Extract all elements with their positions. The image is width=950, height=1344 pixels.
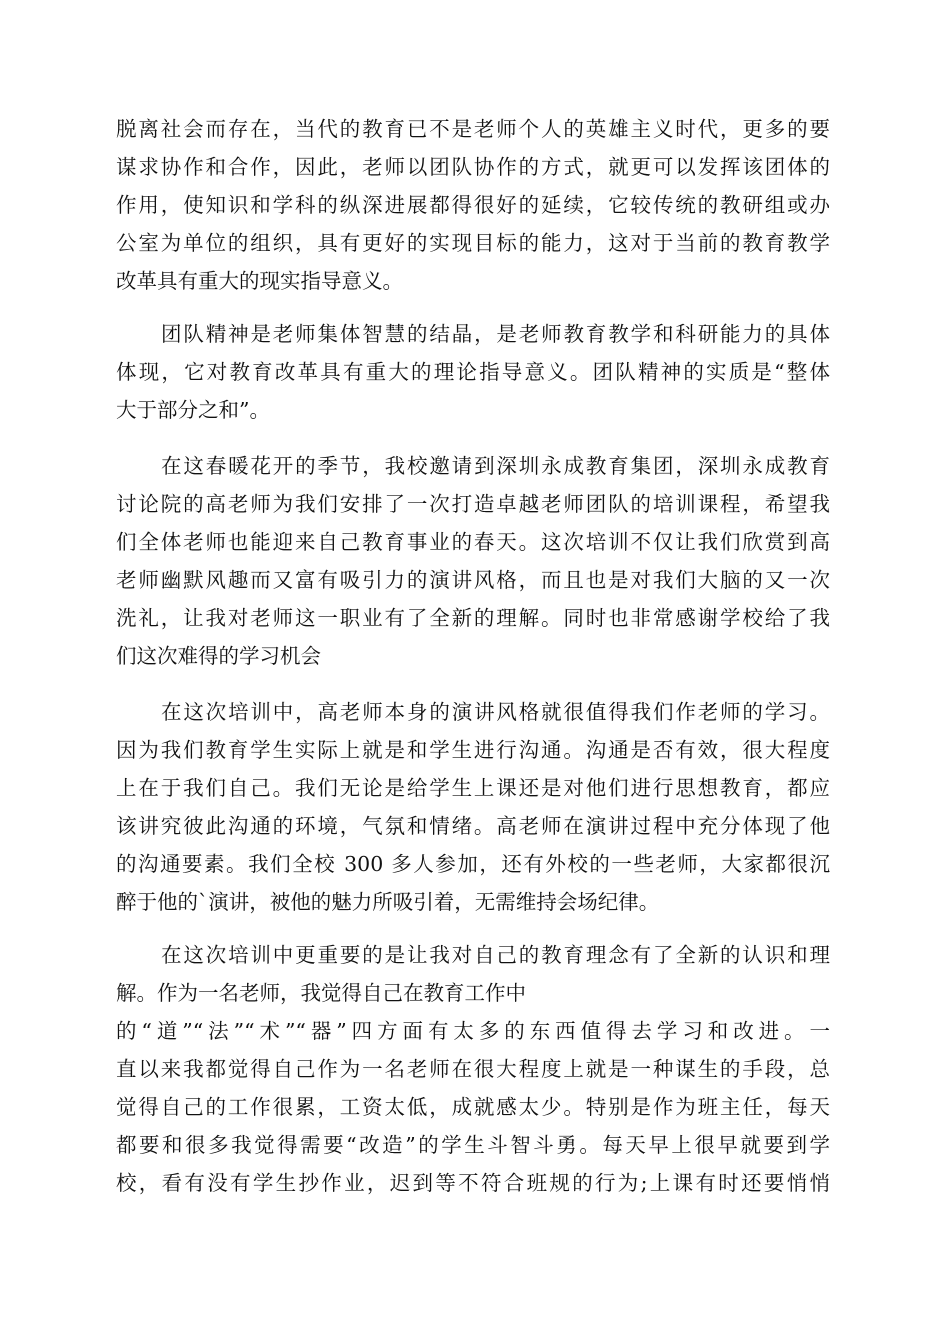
- paragraph-line: 醉于他的`演讲，被他的魅力所吸引着，无需维持会场纪律。: [116, 890, 660, 914]
- paragraph-line: 大于部分之和”。: [116, 398, 270, 422]
- paragraph-3: [116, 447, 830, 675]
- paragraph-line: 谋求协作和合作，因此，老师以团队协作的方式，就更可以发挥该团体的: [116, 155, 830, 179]
- paragraph-line: 该讲究彼此沟通的环境，气氛和情绪。高老师在演讲过程中充分体现了他: [116, 814, 830, 838]
- paragraph-line: 团队精神是老师集体智慧的结晶，是老师教育教学和科研能力的具体: [161, 322, 830, 346]
- paragraph-line: 上在于我们自己。我们无论是给学生上课还是对他们进行思想教育，都应: [116, 776, 830, 800]
- paragraph-1: [116, 110, 830, 300]
- paragraph-line: 洗礼，让我对老师这一职业有了全新的理解。同时也非常感谢学校给了我: [116, 606, 830, 630]
- paragraph-line: 都要和很多我觉得需要“改造”的学生斗智斗勇。每天早上很早就要到学: [116, 1133, 830, 1157]
- paragraph-line: 的“道”“法”“术”“器”四方面有太多的东西值得去学习和改进。一: [116, 1019, 830, 1043]
- paragraph-line: 直以来我都觉得自己作为一名老师在很大程度上就是一种谋生的手段，总: [116, 1057, 830, 1081]
- paragraph-line: 讨论院的高老师为我们安排了一次打造卓越老师团队的培训课程，希望我: [116, 492, 830, 516]
- paragraph-4: [116, 693, 830, 921]
- paragraph-line: 因为我们教育学生实际上就是和学生进行沟通。沟通是否有效，很大程度: [116, 738, 830, 762]
- paragraph-line: 的沟通要素。我们全校 300 多人参加，还有外校的一些老师，大家都很沉: [116, 852, 830, 876]
- paragraph-line: 解。作为一名老师，我觉得自己在教育工作中: [116, 981, 526, 1005]
- paragraph-line: 公室为单位的组织，具有更好的实现目标的能力，这对于当前的教育教学: [116, 231, 830, 255]
- paragraph-line: 在这春暖花开的季节，我校邀请到深圳永成教育集团，深圳永成教育: [161, 454, 830, 478]
- paragraph-line: 在这次培训中更重要的是让我对自己的教育理念有了全新的认识和理: [161, 943, 830, 967]
- paragraph-line: 觉得自己的工作很累，工资太低，成就感太少。特别是作为班主任，每天: [116, 1095, 830, 1119]
- paragraph-line: 校，看有没有学生抄作业，迟到等不符合班规的行为;上课有时还要悄悄: [116, 1171, 830, 1195]
- paragraph-line: 作用，使知识和学科的纵深进展都得很好的延续，它较传统的教研组或办: [116, 193, 830, 217]
- paragraph-line: 老师幽默风趣而又富有吸引力的演讲风格，而且也是对我们大脑的又一次: [116, 568, 830, 592]
- paragraph-line: 们这次难得的学习机会: [116, 644, 321, 668]
- paragraph-5: [116, 936, 830, 1202]
- paragraph-line: 脱离社会而存在，当代的教育已不是老师个人的英雄主义时代，更多的要: [116, 117, 830, 141]
- paragraph-line: 们全体老师也能迎来自己教育事业的春天。这次培训不仅让我们欣赏到高: [116, 530, 830, 554]
- paragraph-line: 改革具有重大的现实指导意义。: [116, 269, 403, 293]
- paragraph-2: [116, 315, 830, 429]
- paragraph-line: 体现，它对教育改革具有重大的理论指导意义。团队精神的实质是“整体: [116, 360, 830, 384]
- paragraph-line: 在这次培训中，高老师本身的演讲风格就很值得我们作老师的学习。: [161, 700, 830, 724]
